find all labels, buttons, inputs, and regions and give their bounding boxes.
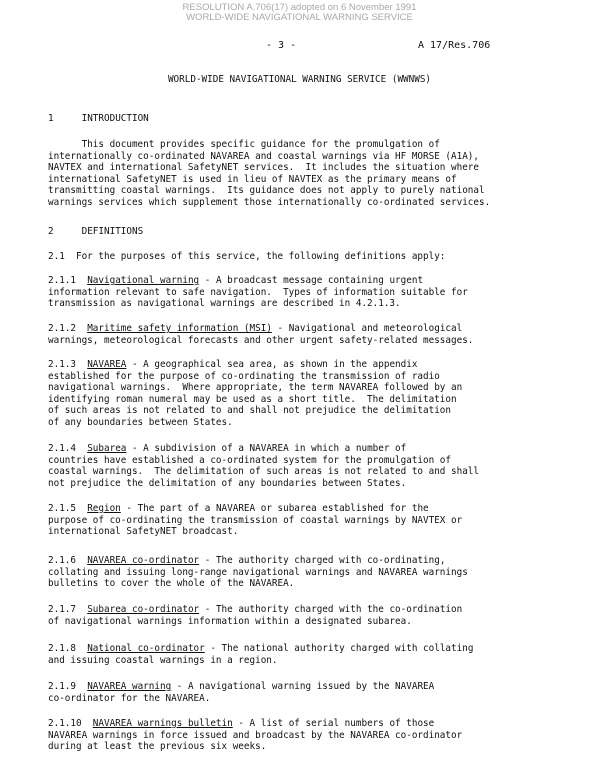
definition-number: 2.1.3 xyxy=(48,359,76,370)
resolution-stamp xyxy=(0,3,599,23)
section-title: DEFINITIONS xyxy=(81,226,144,237)
section-heading-2 xyxy=(48,226,568,238)
definition-number: 2.1.5 xyxy=(48,503,76,514)
definition-number: 2.1.8 xyxy=(48,643,76,654)
definition-text: - A navigational warning issued by the NAVAREA xyxy=(171,681,435,692)
definition-number: 2.1.10 xyxy=(48,718,82,729)
paragraph-line: internationally co-ordinated NAVAREA and coastal warnings via HF MORSE (A1A), xyxy=(48,150,479,162)
definition-text: - The authority charged with co-ordinating, xyxy=(199,555,446,566)
section-heading-1 xyxy=(48,113,568,125)
definition-text: - A geographical sea area, as shown in the appendix xyxy=(126,359,418,370)
section-number: 2 xyxy=(48,226,54,237)
definition-line: warnings, meteorological forecasts and other urgent safety-related messages. xyxy=(48,334,474,346)
definition-line: NAVAREA warnings in force issued and broadcast by the NAVAREA co-ordinator xyxy=(48,729,463,741)
definition-line: of any boundaries between States. xyxy=(48,416,233,428)
paragraph-line: transmitting coastal warnings. Its guidance does not apply to purely national xyxy=(48,185,485,197)
definition-number: 2.1.6 xyxy=(48,555,76,566)
definition-line: navigational warnings. Where appropriate, the term NAVAREA followed by an xyxy=(48,382,463,394)
definition-term: National co-ordinator xyxy=(87,643,205,654)
definition-number: 2.1.4 xyxy=(48,443,76,454)
definition-2-1-4 xyxy=(48,443,568,489)
definition-term: Subarea xyxy=(87,443,127,454)
definition-2-1-3 xyxy=(48,359,568,429)
definition-line: information relevant to safe navigation. Types of information suitable for xyxy=(48,286,468,298)
definition-line: bulletins to cover the whole of the NAVAREA. xyxy=(48,578,295,590)
definition-2-1-5 xyxy=(48,503,568,538)
paragraph-line: NAVTEX and international SafetyNET services. It includes the situation where xyxy=(48,162,479,174)
section-title: INTRODUCTION xyxy=(81,113,149,124)
definition-line: not prejudice the delimitation of any boundaries between States. xyxy=(48,477,407,489)
definition-number: 2.1.7 xyxy=(48,604,76,615)
definition-text: - The national authority charged with collating xyxy=(204,643,474,654)
page-title: WORLD-WIDE NAVIGATIONAL WARNING SERVICE (WWNWS) xyxy=(167,74,432,85)
definition-term: Region xyxy=(87,503,121,514)
definition-2-1-9 xyxy=(48,681,568,704)
definition-2-1-10 xyxy=(48,718,568,753)
definition-line: identifying roman numeral may be used as a short title. The delimitation xyxy=(48,393,457,405)
definition-line: collating and issuing long-range navigational warnings and NAVAREA warnings xyxy=(48,566,468,578)
definition-2-1-7 xyxy=(48,604,568,627)
definition-term: NAVAREA co-ordinator xyxy=(87,555,200,566)
definition-line: countries have established a co-ordinated system for the promulgation of xyxy=(48,454,451,466)
definition-number: 2.1.2 xyxy=(48,323,76,334)
definition-line: coastal warnings. The delimitation of such areas is not related to and shall xyxy=(48,466,479,478)
definitions-intro: 2.1 For the purposes of this service, the following definitions apply: xyxy=(48,251,446,262)
definition-line: of navigational warnings information within a designated subarea. xyxy=(48,615,412,627)
definition-term: NAVAREA warning xyxy=(87,681,172,692)
definition-2-1-8 xyxy=(48,643,568,666)
intro-paragraph xyxy=(48,139,568,209)
definition-2-1-1 xyxy=(48,275,568,310)
definition-term: Subarea co-ordinator xyxy=(87,604,200,615)
definition-text: - A broadcast message containing urgent xyxy=(199,275,424,286)
definition-line: international SafetyNET broadcast. xyxy=(48,526,239,538)
definition-term: Navigational warning xyxy=(87,275,200,286)
definition-text: - The authority charged with the co-ordination xyxy=(199,604,463,615)
definition-line: purpose of co-ordinating the transmission of coastal warnings by NAVTEX or xyxy=(48,514,463,526)
document-reference: A 17/Res.706 xyxy=(418,40,491,51)
definition-line: established for the purpose of co-ordinating the transmission of radio xyxy=(48,370,440,382)
definition-term: NAVAREA warnings bulletin xyxy=(92,718,233,729)
definition-line: of such areas is not related to and shall not prejudice the delimitation xyxy=(48,405,451,417)
definition-line: co-ordinator for the NAVAREA. xyxy=(48,692,211,704)
definition-text: - The part of a NAVAREA or subarea established for the xyxy=(120,503,429,514)
definition-number: 2.1.9 xyxy=(48,681,76,692)
stamp-line-1: RESOLUTION A.706(17) adopted on 6 November 1991 xyxy=(182,2,417,13)
definition-line: transmission as navigational warnings are described in 4.2.1.3. xyxy=(48,298,401,310)
definition-line: during at least the previous six weeks. xyxy=(48,741,267,753)
definition-term: NAVAREA xyxy=(87,359,127,370)
definition-line: and issuing coastal warnings in a region. xyxy=(48,654,278,666)
paragraph-line: This document provides specific guidance for the promulgation of xyxy=(48,139,440,150)
stamp-line-2: WORLD-WIDE NAVIGATIONAL WARNING SERVICE xyxy=(186,12,413,23)
definition-text: - A list of serial numbers of those xyxy=(232,718,435,729)
definition-text: - Navigational and meteorological xyxy=(271,323,463,334)
page-number: - 3 - xyxy=(266,40,297,51)
paragraph-line: warnings services which supplement those internationally co-ordinated services. xyxy=(48,196,491,208)
definition-2-1-6 xyxy=(48,555,568,590)
definition-text: - A subdivision of a NAVAREA in which a number of xyxy=(126,443,407,454)
definition-number: 2.1.1 xyxy=(48,275,76,286)
definition-term: Maritime safety information (MSI) xyxy=(87,323,272,334)
paragraph-line: international SafetyNET is used in lieu of NAVTEX as the primary means of xyxy=(48,173,457,185)
section-number: 1 xyxy=(48,113,54,124)
definition-2-1-2 xyxy=(48,323,568,346)
